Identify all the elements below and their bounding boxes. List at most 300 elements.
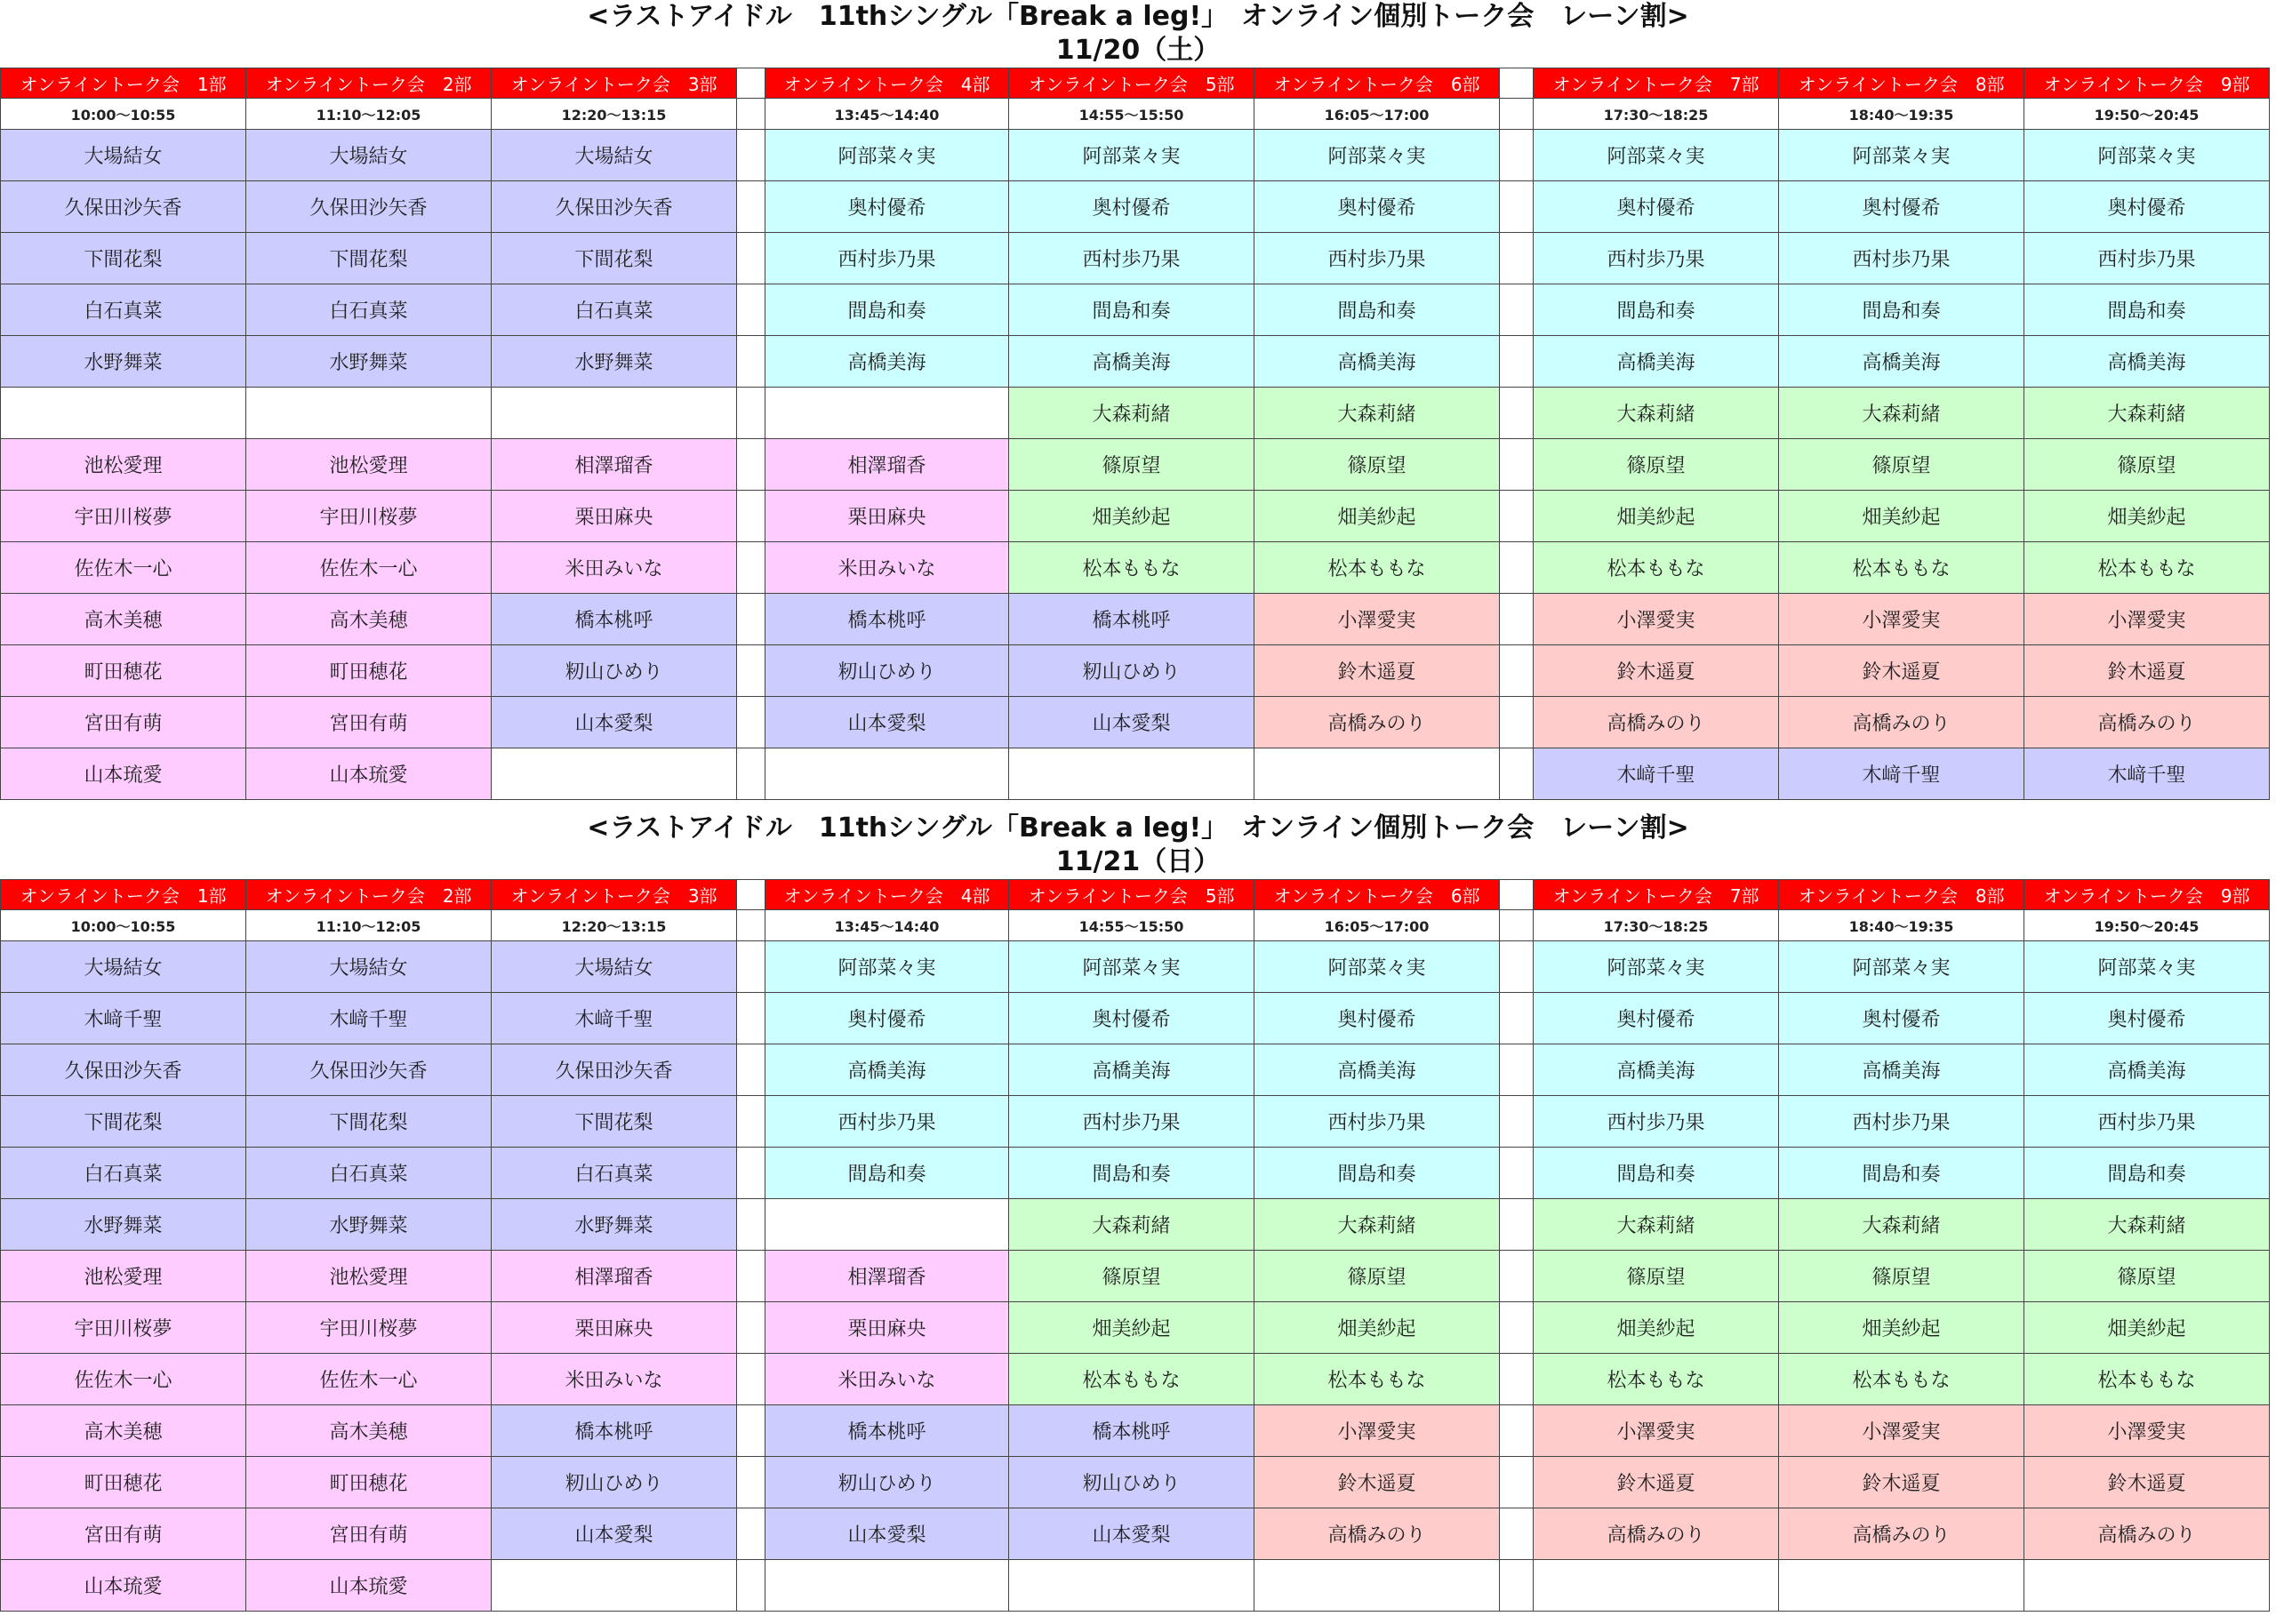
- member-cell: 宇田川桜夢: [1, 1302, 246, 1354]
- member-cell: 鈴木遥夏: [2024, 1457, 2270, 1508]
- member-cell: 大森莉緒: [1779, 1199, 2024, 1251]
- time-slot: 18:40～19:35: [1779, 99, 2024, 130]
- member-cell: 佐佐木一心: [1, 542, 246, 594]
- member-cell: 篠原望: [1779, 439, 2024, 491]
- separator-cell: [1500, 233, 1534, 284]
- separator-cell: [737, 1148, 765, 1199]
- member-cell: 阿部菜々実: [2024, 130, 2270, 181]
- member-cell: 高橋みのり: [2024, 1508, 2270, 1560]
- member-cell: 西村歩乃果: [2024, 1096, 2270, 1148]
- time-slot: 17:30～18:25: [1534, 99, 1779, 130]
- lane-row: [1, 336, 2270, 388]
- separator-cell: [1500, 1302, 1534, 1354]
- lane-row: [1, 1457, 2270, 1508]
- part-header: オンライントーク会 2部: [246, 68, 492, 99]
- member-cell: 高橋みのり: [1779, 697, 2024, 748]
- member-cell: 高木美穂: [246, 594, 492, 645]
- part-header: オンライントーク会 3部: [492, 880, 737, 910]
- member-cell: 阿部菜々実: [1779, 941, 2024, 993]
- member-cell: 松本ももな: [1254, 542, 1500, 594]
- member-cell: 奥村優希: [1254, 993, 1500, 1044]
- member-cell: 奥村優希: [1534, 993, 1779, 1044]
- lane-row: [1, 130, 2270, 181]
- member-cell: 高橋美海: [1009, 336, 1254, 388]
- member-cell: 白石真菜: [492, 1148, 737, 1199]
- separator-cell: [1500, 1199, 1534, 1251]
- separator-cell: [1500, 542, 1534, 594]
- separator-cell: [1500, 491, 1534, 542]
- member-cell: [765, 1560, 1009, 1612]
- time-slot: 12:20～13:15: [492, 99, 737, 130]
- member-cell: 下間花梨: [246, 233, 492, 284]
- member-cell: 相澤瑠香: [492, 1251, 737, 1302]
- member-cell: 高橋みのり: [2024, 697, 2270, 748]
- time-slot: 13:45～14:40: [765, 99, 1009, 130]
- separator-cell: [1500, 1096, 1534, 1148]
- separator-cell: [1500, 697, 1534, 748]
- member-cell: 奥村優希: [765, 993, 1009, 1044]
- member-cell: 松本ももな: [2024, 542, 2270, 594]
- member-cell: 米田みいな: [765, 1354, 1009, 1405]
- separator-cell: [737, 941, 765, 993]
- member-cell: 高木美穂: [1, 1405, 246, 1457]
- member-cell: 小澤愛実: [1779, 594, 2024, 645]
- lane-row: [1, 284, 2270, 336]
- separator-cell: [1500, 910, 1534, 941]
- member-cell: 木﨑千聖: [1, 993, 246, 1044]
- member-cell: 籾山ひめり: [1009, 645, 1254, 697]
- part-header: オンライントーク会 3部: [492, 68, 737, 99]
- separator-cell: [1500, 645, 1534, 697]
- separator-cell: [1500, 1560, 1534, 1612]
- schedule-title: <ラストアイドル 11thシングル「Break a leg!」 オンライン個別トーク会 レーン割>: [587, 1, 1689, 32]
- member-cell: 間島和奏: [1009, 284, 1254, 336]
- time-slot: 13:45～14:40: [765, 910, 1009, 941]
- member-cell: 宇田川桜夢: [246, 1302, 492, 1354]
- part-header: オンライントーク会 8部: [1779, 880, 2024, 910]
- member-cell: 佐佐木一心: [1, 1354, 246, 1405]
- member-cell: 町田穂花: [246, 1457, 492, 1508]
- separator-cell: [737, 1096, 765, 1148]
- separator-cell: [1500, 1354, 1534, 1405]
- member-cell: 高木美穂: [246, 1405, 492, 1457]
- member-cell: 米田みいな: [765, 542, 1009, 594]
- lane-row: [1, 1302, 2270, 1354]
- member-cell: 籾山ひめり: [1009, 1457, 1254, 1508]
- separator-cell: [737, 99, 765, 130]
- separator-cell: [737, 1199, 765, 1251]
- member-cell: 篠原望: [1534, 439, 1779, 491]
- member-cell: 宮田有萌: [246, 1508, 492, 1560]
- part-header: オンライントーク会 6部: [1254, 68, 1500, 99]
- member-cell: 水野舞菜: [246, 1199, 492, 1251]
- separator-cell: [737, 880, 765, 910]
- member-cell: 畑美紗起: [2024, 1302, 2270, 1354]
- member-cell: 奥村優希: [1009, 181, 1254, 233]
- member-cell: [765, 1199, 1009, 1251]
- member-cell: 畑美紗起: [1534, 1302, 1779, 1354]
- member-cell: 佐佐木一心: [246, 542, 492, 594]
- lane-row: [1, 1405, 2270, 1457]
- member-cell: 栗田麻央: [765, 1302, 1009, 1354]
- lane-row: [1, 748, 2270, 800]
- member-cell: 相澤瑠香: [492, 439, 737, 491]
- separator-cell: [737, 439, 765, 491]
- member-cell: 水野舞菜: [1, 336, 246, 388]
- separator-cell: [1500, 130, 1534, 181]
- separator-cell: [737, 1044, 765, 1096]
- separator-cell: [737, 1508, 765, 1560]
- member-cell: 鈴木遥夏: [1254, 645, 1500, 697]
- lane-row: [1, 941, 2270, 993]
- member-cell: 松本ももな: [1009, 542, 1254, 594]
- separator-cell: [737, 388, 765, 439]
- member-cell: 間島和奏: [2024, 284, 2270, 336]
- separator-cell: [737, 1457, 765, 1508]
- member-cell: 高橋みのり: [1254, 1508, 1500, 1560]
- member-cell: [492, 748, 737, 800]
- separator-cell: [1500, 993, 1534, 1044]
- part-header: オンライントーク会 9部: [2024, 68, 2270, 99]
- member-cell: 山本琉愛: [246, 748, 492, 800]
- member-cell: [1009, 1560, 1254, 1612]
- member-cell: 籾山ひめり: [492, 1457, 737, 1508]
- member-cell: 水野舞菜: [492, 336, 737, 388]
- time-slot: 17:30～18:25: [1534, 910, 1779, 941]
- member-cell: [492, 1560, 737, 1612]
- part-header: オンライントーク会 2部: [246, 880, 492, 910]
- member-cell: 鈴木遥夏: [1779, 645, 2024, 697]
- member-cell: 大森莉緒: [1009, 388, 1254, 439]
- member-cell: 大場結女: [246, 130, 492, 181]
- member-cell: 西村歩乃果: [1009, 233, 1254, 284]
- separator-cell: [737, 748, 765, 800]
- member-cell: 西村歩乃果: [1534, 1096, 1779, 1148]
- member-cell: 町田穂花: [1, 1457, 246, 1508]
- separator-cell: [737, 1251, 765, 1302]
- member-cell: [246, 388, 492, 439]
- lane-row: [1, 1560, 2270, 1612]
- member-cell: 木﨑千聖: [492, 993, 737, 1044]
- member-cell: 阿部菜々実: [1254, 941, 1500, 993]
- member-cell: 橋本桃呼: [1009, 594, 1254, 645]
- member-cell: 高橋みのり: [1779, 1508, 2024, 1560]
- member-cell: 白石真菜: [1, 284, 246, 336]
- member-cell: 西村歩乃果: [2024, 233, 2270, 284]
- member-cell: 山本愛梨: [765, 697, 1009, 748]
- member-cell: 高橋美海: [2024, 1044, 2270, 1096]
- separator-cell: [1500, 284, 1534, 336]
- member-cell: 阿部菜々実: [1779, 130, 2024, 181]
- member-cell: [1254, 1560, 1500, 1612]
- member-cell: 奥村優希: [1779, 181, 2024, 233]
- separator-cell: [737, 1405, 765, 1457]
- member-cell: 篠原望: [1534, 1251, 1779, 1302]
- member-cell: 木﨑千聖: [246, 993, 492, 1044]
- member-cell: 久保田沙矢香: [492, 181, 737, 233]
- separator-cell: [1500, 336, 1534, 388]
- member-cell: 池松愛理: [1, 439, 246, 491]
- member-cell: 阿部菜々実: [2024, 941, 2270, 993]
- member-cell: 久保田沙矢香: [1, 181, 246, 233]
- member-cell: 栗田麻央: [492, 491, 737, 542]
- member-cell: 下間花梨: [1, 233, 246, 284]
- lane-table: [0, 68, 2270, 800]
- member-cell: 下間花梨: [492, 1096, 737, 1148]
- member-cell: 大場結女: [1, 130, 246, 181]
- member-cell: 畑美紗起: [1254, 491, 1500, 542]
- member-cell: 山本琉愛: [246, 1560, 492, 1612]
- member-cell: 米田みいな: [492, 542, 737, 594]
- time-slot: 14:55～15:50: [1009, 910, 1254, 941]
- part-header: オンライントーク会 8部: [1779, 68, 2024, 99]
- member-cell: 畑美紗起: [1534, 491, 1779, 542]
- member-cell: 高橋みのり: [1254, 697, 1500, 748]
- member-cell: 高橋美海: [765, 336, 1009, 388]
- member-cell: 奥村優希: [1009, 993, 1254, 1044]
- lane-row: [1, 697, 2270, 748]
- member-cell: 鈴木遥夏: [2024, 645, 2270, 697]
- member-cell: 奥村優希: [765, 181, 1009, 233]
- member-cell: 大森莉緒: [1534, 1199, 1779, 1251]
- separator-cell: [1500, 941, 1534, 993]
- member-cell: 西村歩乃果: [1534, 233, 1779, 284]
- lane-table: [0, 879, 2270, 1612]
- member-cell: [1009, 748, 1254, 800]
- member-cell: 西村歩乃果: [1009, 1096, 1254, 1148]
- member-cell: 高橋みのり: [1534, 697, 1779, 748]
- member-cell: 高橋美海: [1779, 1044, 2024, 1096]
- member-cell: 大森莉緒: [1779, 388, 2024, 439]
- member-cell: 山本愛梨: [492, 1508, 737, 1560]
- member-cell: 町田穂花: [1, 645, 246, 697]
- lane-row: [1, 1251, 2270, 1302]
- member-cell: 西村歩乃果: [765, 233, 1009, 284]
- lane-row: [1, 1044, 2270, 1096]
- member-cell: [765, 388, 1009, 439]
- member-cell: 鈴木遥夏: [1254, 1457, 1500, 1508]
- member-cell: 小澤愛実: [1254, 1405, 1500, 1457]
- separator-cell: [737, 491, 765, 542]
- lane-row: [1, 1508, 2270, 1560]
- member-cell: 橋本桃呼: [765, 594, 1009, 645]
- member-cell: 阿部菜々実: [765, 130, 1009, 181]
- member-cell: 小澤愛実: [1534, 594, 1779, 645]
- member-cell: 宮田有萌: [246, 697, 492, 748]
- member-cell: 橋本桃呼: [765, 1405, 1009, 1457]
- member-cell: 山本愛梨: [765, 1508, 1009, 1560]
- separator-cell: [737, 594, 765, 645]
- member-cell: 宇田川桜夢: [1, 491, 246, 542]
- separator-cell: [1500, 388, 1534, 439]
- member-cell: 小澤愛実: [1254, 594, 1500, 645]
- separator-cell: [737, 336, 765, 388]
- member-cell: 間島和奏: [765, 284, 1009, 336]
- member-cell: 大森莉緒: [2024, 1199, 2270, 1251]
- member-cell: 下間花梨: [1, 1096, 246, 1148]
- member-cell: 畑美紗起: [1779, 1302, 2024, 1354]
- separator-cell: [1500, 748, 1534, 800]
- member-cell: 篠原望: [2024, 439, 2270, 491]
- member-cell: 久保田沙矢香: [246, 1044, 492, 1096]
- member-cell: 間島和奏: [1779, 1148, 2024, 1199]
- member-cell: 西村歩乃果: [1779, 233, 2024, 284]
- part-header: オンライントーク会 7部: [1534, 880, 1779, 910]
- member-cell: 山本愛梨: [492, 697, 737, 748]
- lane-row: [1, 993, 2270, 1044]
- part-header: オンライントーク会 7部: [1534, 68, 1779, 99]
- member-cell: 畑美紗起: [1009, 1302, 1254, 1354]
- member-cell: 木﨑千聖: [2024, 748, 2270, 800]
- lane-row: [1, 491, 2270, 542]
- member-cell: 水野舞菜: [246, 336, 492, 388]
- member-cell: 間島和奏: [765, 1148, 1009, 1199]
- member-cell: 籾山ひめり: [765, 645, 1009, 697]
- member-cell: [1534, 1560, 1779, 1612]
- member-cell: 畑美紗起: [1779, 491, 2024, 542]
- member-cell: 木﨑千聖: [1779, 748, 2024, 800]
- member-cell: 大森莉緒: [2024, 388, 2270, 439]
- member-cell: 山本愛梨: [1009, 697, 1254, 748]
- member-cell: 松本ももな: [1779, 1354, 2024, 1405]
- separator-cell: [1500, 1508, 1534, 1560]
- member-cell: 間島和奏: [1254, 1148, 1500, 1199]
- lane-row: [1, 645, 2270, 697]
- member-cell: 久保田沙矢香: [246, 181, 492, 233]
- member-cell: 小澤愛実: [1534, 1405, 1779, 1457]
- member-cell: 間島和奏: [1779, 284, 2024, 336]
- member-cell: 白石真菜: [1, 1148, 246, 1199]
- member-cell: 篠原望: [1009, 1251, 1254, 1302]
- member-cell: 高橋美海: [2024, 336, 2270, 388]
- member-cell: 阿部菜々実: [1254, 130, 1500, 181]
- member-cell: 大森莉緒: [1254, 1199, 1500, 1251]
- separator-cell: [1500, 1405, 1534, 1457]
- member-cell: 鈴木遥夏: [1534, 645, 1779, 697]
- part-header: オンライントーク会 6部: [1254, 880, 1500, 910]
- time-slot: 16:05～17:00: [1254, 99, 1500, 130]
- member-cell: 篠原望: [1779, 1251, 2024, 1302]
- member-cell: 間島和奏: [1534, 1148, 1779, 1199]
- member-cell: 小澤愛実: [2024, 594, 2270, 645]
- member-cell: 水野舞菜: [1, 1199, 246, 1251]
- member-cell: 高木美穂: [1, 594, 246, 645]
- member-cell: 米田みいな: [492, 1354, 737, 1405]
- member-cell: 木﨑千聖: [1534, 748, 1779, 800]
- lane-row: [1, 233, 2270, 284]
- member-cell: 宮田有萌: [1, 1508, 246, 1560]
- member-cell: 大場結女: [1, 941, 246, 993]
- member-cell: 高橋みのり: [1534, 1508, 1779, 1560]
- member-cell: 高橋美海: [1534, 1044, 1779, 1096]
- time-slot: 19:50～20:45: [2024, 99, 2270, 130]
- lane-row: [1, 181, 2270, 233]
- separator-cell: [1500, 68, 1534, 99]
- time-slot: 11:10～12:05: [246, 910, 492, 941]
- member-cell: 畑美紗起: [1009, 491, 1254, 542]
- member-cell: [1254, 748, 1500, 800]
- member-cell: 橋本桃呼: [492, 594, 737, 645]
- separator-cell: [737, 645, 765, 697]
- time-slot: 11:10～12:05: [246, 99, 492, 130]
- separator-cell: [737, 284, 765, 336]
- member-cell: 大場結女: [492, 941, 737, 993]
- member-cell: 奥村優希: [1779, 993, 2024, 1044]
- member-cell: 西村歩乃果: [1254, 233, 1500, 284]
- member-cell: 阿部菜々実: [765, 941, 1009, 993]
- part-header: オンライントーク会 4部: [765, 68, 1009, 99]
- member-cell: 大森莉緒: [1534, 388, 1779, 439]
- member-cell: 相澤瑠香: [765, 439, 1009, 491]
- member-cell: 奥村優希: [1534, 181, 1779, 233]
- separator-cell: [1500, 181, 1534, 233]
- member-cell: 松本ももな: [1534, 542, 1779, 594]
- part-header: オンライントーク会 1部: [1, 880, 246, 910]
- member-cell: 高橋美海: [1009, 1044, 1254, 1096]
- member-cell: 高橋美海: [1779, 336, 2024, 388]
- separator-cell: [1500, 99, 1534, 130]
- separator-cell: [737, 233, 765, 284]
- lane-row: [1, 594, 2270, 645]
- member-cell: 鈴木遥夏: [1779, 1457, 2024, 1508]
- member-cell: 間島和奏: [1009, 1148, 1254, 1199]
- member-cell: 松本ももな: [1534, 1354, 1779, 1405]
- lane-row: [1, 439, 2270, 491]
- member-cell: 阿部菜々実: [1009, 941, 1254, 993]
- member-cell: 篠原望: [1254, 439, 1500, 491]
- member-cell: [2024, 1560, 2270, 1612]
- member-cell: 間島和奏: [1254, 284, 1500, 336]
- member-cell: 篠原望: [1009, 439, 1254, 491]
- member-cell: 宇田川桜夢: [246, 491, 492, 542]
- member-cell: 西村歩乃果: [1779, 1096, 2024, 1148]
- member-cell: 白石真菜: [246, 284, 492, 336]
- time-slot: 18:40～19:35: [1779, 910, 2024, 941]
- lane-row: [1, 1199, 2270, 1251]
- lane-row: [1, 388, 2270, 439]
- separator-cell: [737, 181, 765, 233]
- member-cell: 栗田麻央: [765, 491, 1009, 542]
- member-cell: 大森莉緒: [1254, 388, 1500, 439]
- time-slot: 10:00～10:55: [1, 910, 246, 941]
- member-cell: 橋本桃呼: [492, 1405, 737, 1457]
- time-slot: 10:00～10:55: [1, 99, 246, 130]
- member-cell: 間島和奏: [1534, 284, 1779, 336]
- member-cell: 高橋美海: [1254, 336, 1500, 388]
- member-cell: 籾山ひめり: [765, 1457, 1009, 1508]
- member-cell: 西村歩乃果: [1254, 1096, 1500, 1148]
- part-header: オンライントーク会 5部: [1009, 68, 1254, 99]
- member-cell: 松本ももな: [2024, 1354, 2270, 1405]
- member-cell: [492, 388, 737, 439]
- member-cell: 池松愛理: [1, 1251, 246, 1302]
- separator-cell: [1500, 594, 1534, 645]
- member-cell: 町田穂花: [246, 645, 492, 697]
- member-cell: 篠原望: [1254, 1251, 1500, 1302]
- separator-cell: [737, 1560, 765, 1612]
- member-cell: 高橋美海: [765, 1044, 1009, 1096]
- separator-cell: [737, 697, 765, 748]
- member-cell: 松本ももな: [1254, 1354, 1500, 1405]
- member-cell: 阿部菜々実: [1009, 130, 1254, 181]
- member-cell: 栗田麻央: [492, 1302, 737, 1354]
- member-cell: 高橋美海: [1534, 336, 1779, 388]
- time-slot: 19:50～20:45: [2024, 910, 2270, 941]
- member-cell: 大場結女: [246, 941, 492, 993]
- lane-row: [1, 1096, 2270, 1148]
- member-cell: 久保田沙矢香: [1, 1044, 246, 1096]
- separator-cell: [737, 1354, 765, 1405]
